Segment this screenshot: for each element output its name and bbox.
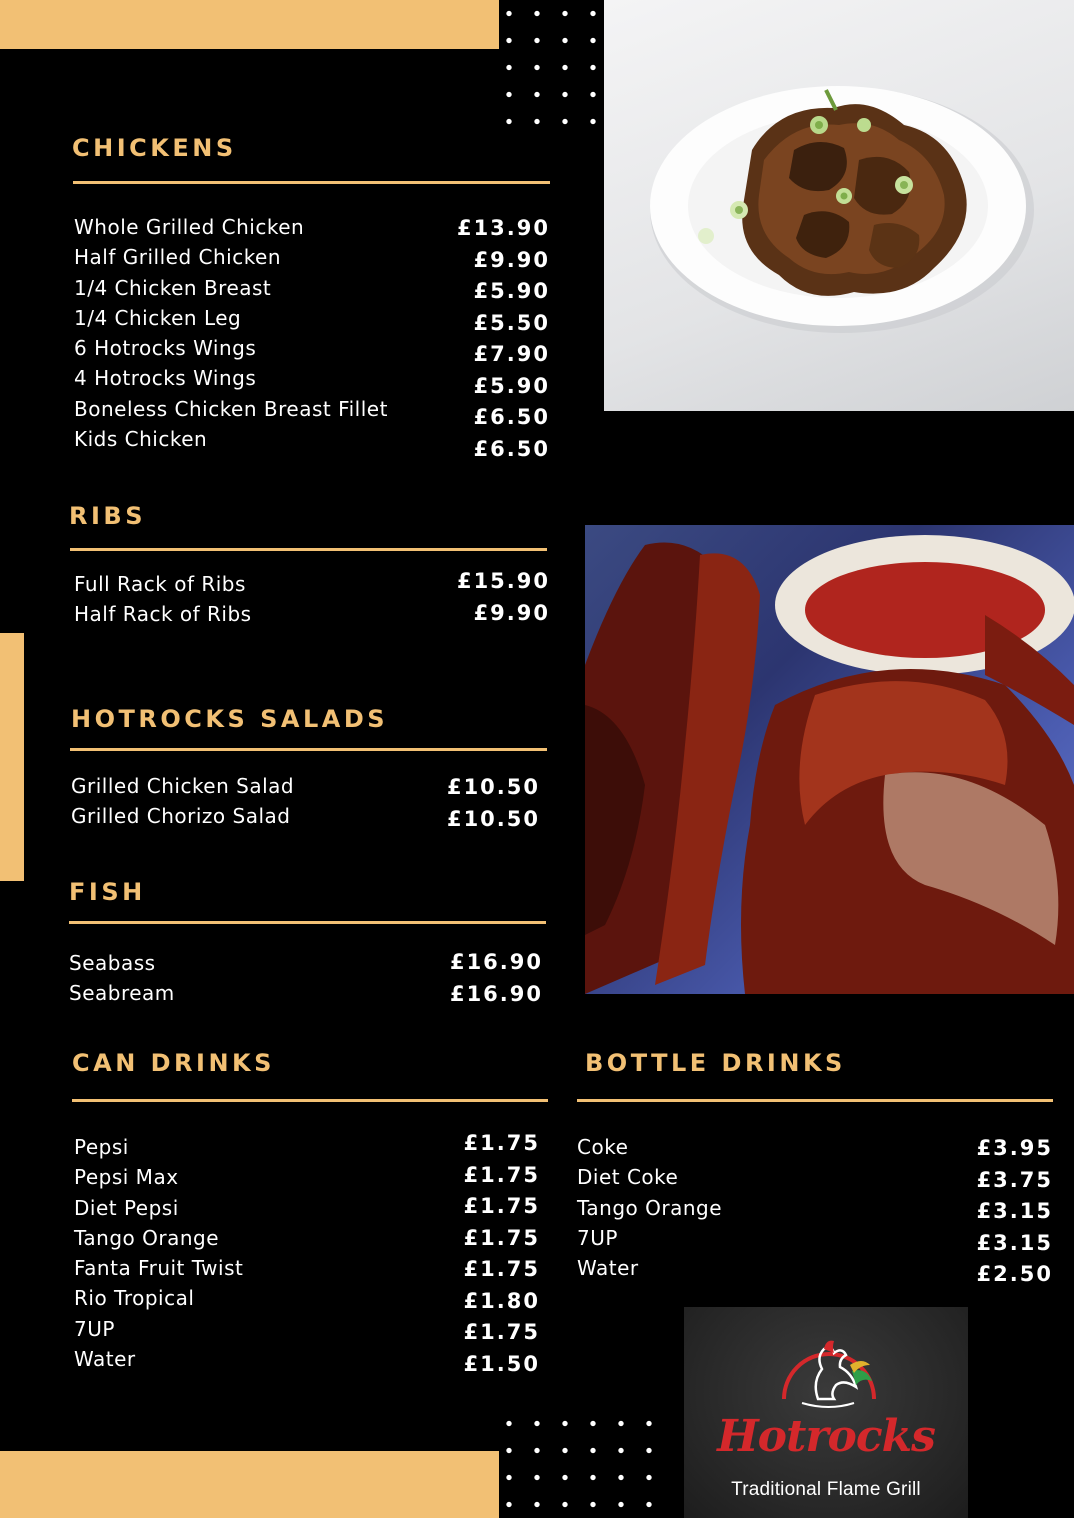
menu-item (69, 950, 449, 980)
menu-item (74, 1346, 454, 1376)
item-price: £1.75 (463, 1257, 540, 1281)
item-name: Rio Tropical (74, 1286, 195, 1311)
item-name: 7UP (74, 1316, 115, 1341)
item-price: £9.90 (473, 600, 550, 625)
menu-item (74, 1285, 454, 1315)
menu-item (74, 1316, 454, 1346)
item-name: 4 Hotrocks Wings (74, 366, 257, 391)
can-drinks-divider (72, 1099, 548, 1102)
menu-item (577, 1255, 877, 1285)
grilled-chicken-wings-photo (604, 0, 1074, 411)
menu-item (74, 244, 454, 274)
menu-item (74, 365, 454, 395)
item-name: Pepsi (74, 1135, 129, 1159)
menu-item (71, 773, 451, 803)
top-accent-bar (0, 0, 499, 49)
menu-item (74, 305, 454, 335)
item-price: £3.75 (976, 1167, 1053, 1192)
can-drinks-heading: CAN DRINKS (72, 1049, 275, 1077)
item-price: £10.50 (446, 775, 540, 799)
item-price: £6.50 (473, 405, 550, 429)
bottle-drinks-name-list (577, 1134, 877, 1285)
bottle-drinks-divider (577, 1099, 1053, 1102)
ribs-divider (70, 548, 547, 551)
ribs-name-list (74, 571, 454, 632)
item-price: £1.80 (463, 1288, 540, 1313)
menu-item (74, 426, 454, 456)
menu-item (74, 1255, 454, 1285)
item-price: £5.90 (473, 279, 550, 303)
item-name: Seabream (69, 981, 175, 1006)
item-name: 1/4 Chicken Leg (74, 305, 242, 330)
menu-item (577, 1195, 877, 1225)
salads-name-list (71, 773, 451, 834)
menu-item (74, 1134, 454, 1164)
menu-item (69, 980, 449, 1010)
logo-tagline: Traditional Flame Grill (731, 1479, 921, 1500)
fish-name-list (69, 950, 449, 1011)
item-price: £6.50 (473, 436, 550, 461)
menu-item (74, 335, 454, 365)
menu-item (74, 571, 454, 601)
item-name: Coke (577, 1135, 629, 1159)
menu-item (74, 1164, 454, 1194)
item-name: Grilled Chorizo Salad (71, 804, 291, 829)
item-name: Water (74, 1347, 136, 1372)
item-name: Half Grilled Chicken (74, 245, 282, 270)
item-price: £15.90 (456, 569, 550, 593)
item-price: £16.90 (449, 950, 543, 974)
item-price: £9.90 (473, 247, 550, 272)
fish-heading: FISH (69, 878, 146, 906)
item-price: £1.75 (463, 1131, 540, 1155)
item-name: Full Rack of Ribs (74, 572, 246, 596)
item-name: Water (577, 1256, 639, 1281)
item-name: Seabass (69, 951, 156, 975)
menu-item (74, 601, 454, 631)
item-price: £16.90 (449, 981, 543, 1006)
item-price: £2.50 (976, 1262, 1053, 1286)
item-name: Diet Pepsi (74, 1195, 179, 1220)
item-name: 7UP (577, 1225, 618, 1250)
item-name: Boneless Chicken Breast Fillet (74, 396, 388, 421)
menu-item (74, 1225, 454, 1255)
item-price: £1.75 (463, 1320, 540, 1344)
item-name: Fanta Fruit Twist (74, 1256, 244, 1281)
item-name: Whole Grilled Chicken (74, 215, 305, 239)
menu-item (74, 396, 454, 426)
chickens-price-list (440, 215, 550, 467)
bottom-accent-bar (0, 1451, 499, 1518)
can-drinks-price-list (440, 1130, 540, 1382)
item-price: £3.95 (976, 1136, 1053, 1160)
menu-item (74, 1195, 454, 1225)
menu-item (577, 1225, 877, 1255)
item-price: £1.50 (463, 1351, 540, 1376)
menu-item (577, 1164, 877, 1194)
item-name: Tango Orange (577, 1195, 723, 1220)
menu-item (74, 275, 454, 305)
item-price: £1.75 (463, 1225, 540, 1250)
item-name: Kids Chicken (74, 427, 208, 452)
ribs-price-list (440, 568, 550, 631)
item-price: £1.75 (463, 1162, 540, 1187)
item-name: 6 Hotrocks Wings (74, 336, 257, 361)
logo-name: Hotrocks (717, 1411, 935, 1462)
item-price: £1.75 (463, 1194, 540, 1218)
item-price: £10.50 (446, 806, 540, 831)
fish-divider (69, 921, 546, 924)
salads-price-list (420, 774, 540, 837)
item-price: £5.90 (473, 373, 550, 398)
salads-divider (70, 748, 547, 751)
bottle-drinks-heading: BOTTLE DRINKS (585, 1049, 846, 1077)
item-price: £3.15 (976, 1230, 1053, 1255)
item-name: 1/4 Chicken Breast (74, 275, 272, 300)
item-name: Grilled Chicken Salad (71, 774, 295, 798)
chickens-name-list (74, 214, 454, 456)
item-price: £3.15 (976, 1199, 1053, 1223)
bottom-dot-grid (495, 1410, 663, 1518)
item-price: £5.50 (473, 310, 550, 335)
chickens-divider (73, 181, 550, 184)
menu-item (577, 1134, 877, 1164)
item-name: Diet Coke (577, 1165, 679, 1190)
fish-price-list (425, 949, 543, 1012)
item-name: Tango Orange (74, 1225, 220, 1250)
bbq-ribs-photo (585, 525, 1074, 994)
rooster-icon (684, 1307, 968, 1427)
bottle-drinks-price-list (950, 1135, 1053, 1293)
item-name: Pepsi Max (74, 1165, 179, 1190)
menu-item (74, 214, 454, 244)
hotrocks-logo (684, 1307, 968, 1518)
left-accent-bar (0, 633, 24, 881)
can-drinks-name-list (74, 1134, 454, 1376)
item-price: £7.90 (473, 342, 550, 366)
ribs-heading: RIBS (69, 502, 146, 530)
menu-item (71, 803, 451, 833)
item-price: £13.90 (456, 216, 550, 240)
salads-heading: HOTROCKS SALADS (71, 705, 389, 733)
item-name: Half Rack of Ribs (74, 602, 252, 627)
chickens-heading: CHICKENS (72, 134, 237, 162)
